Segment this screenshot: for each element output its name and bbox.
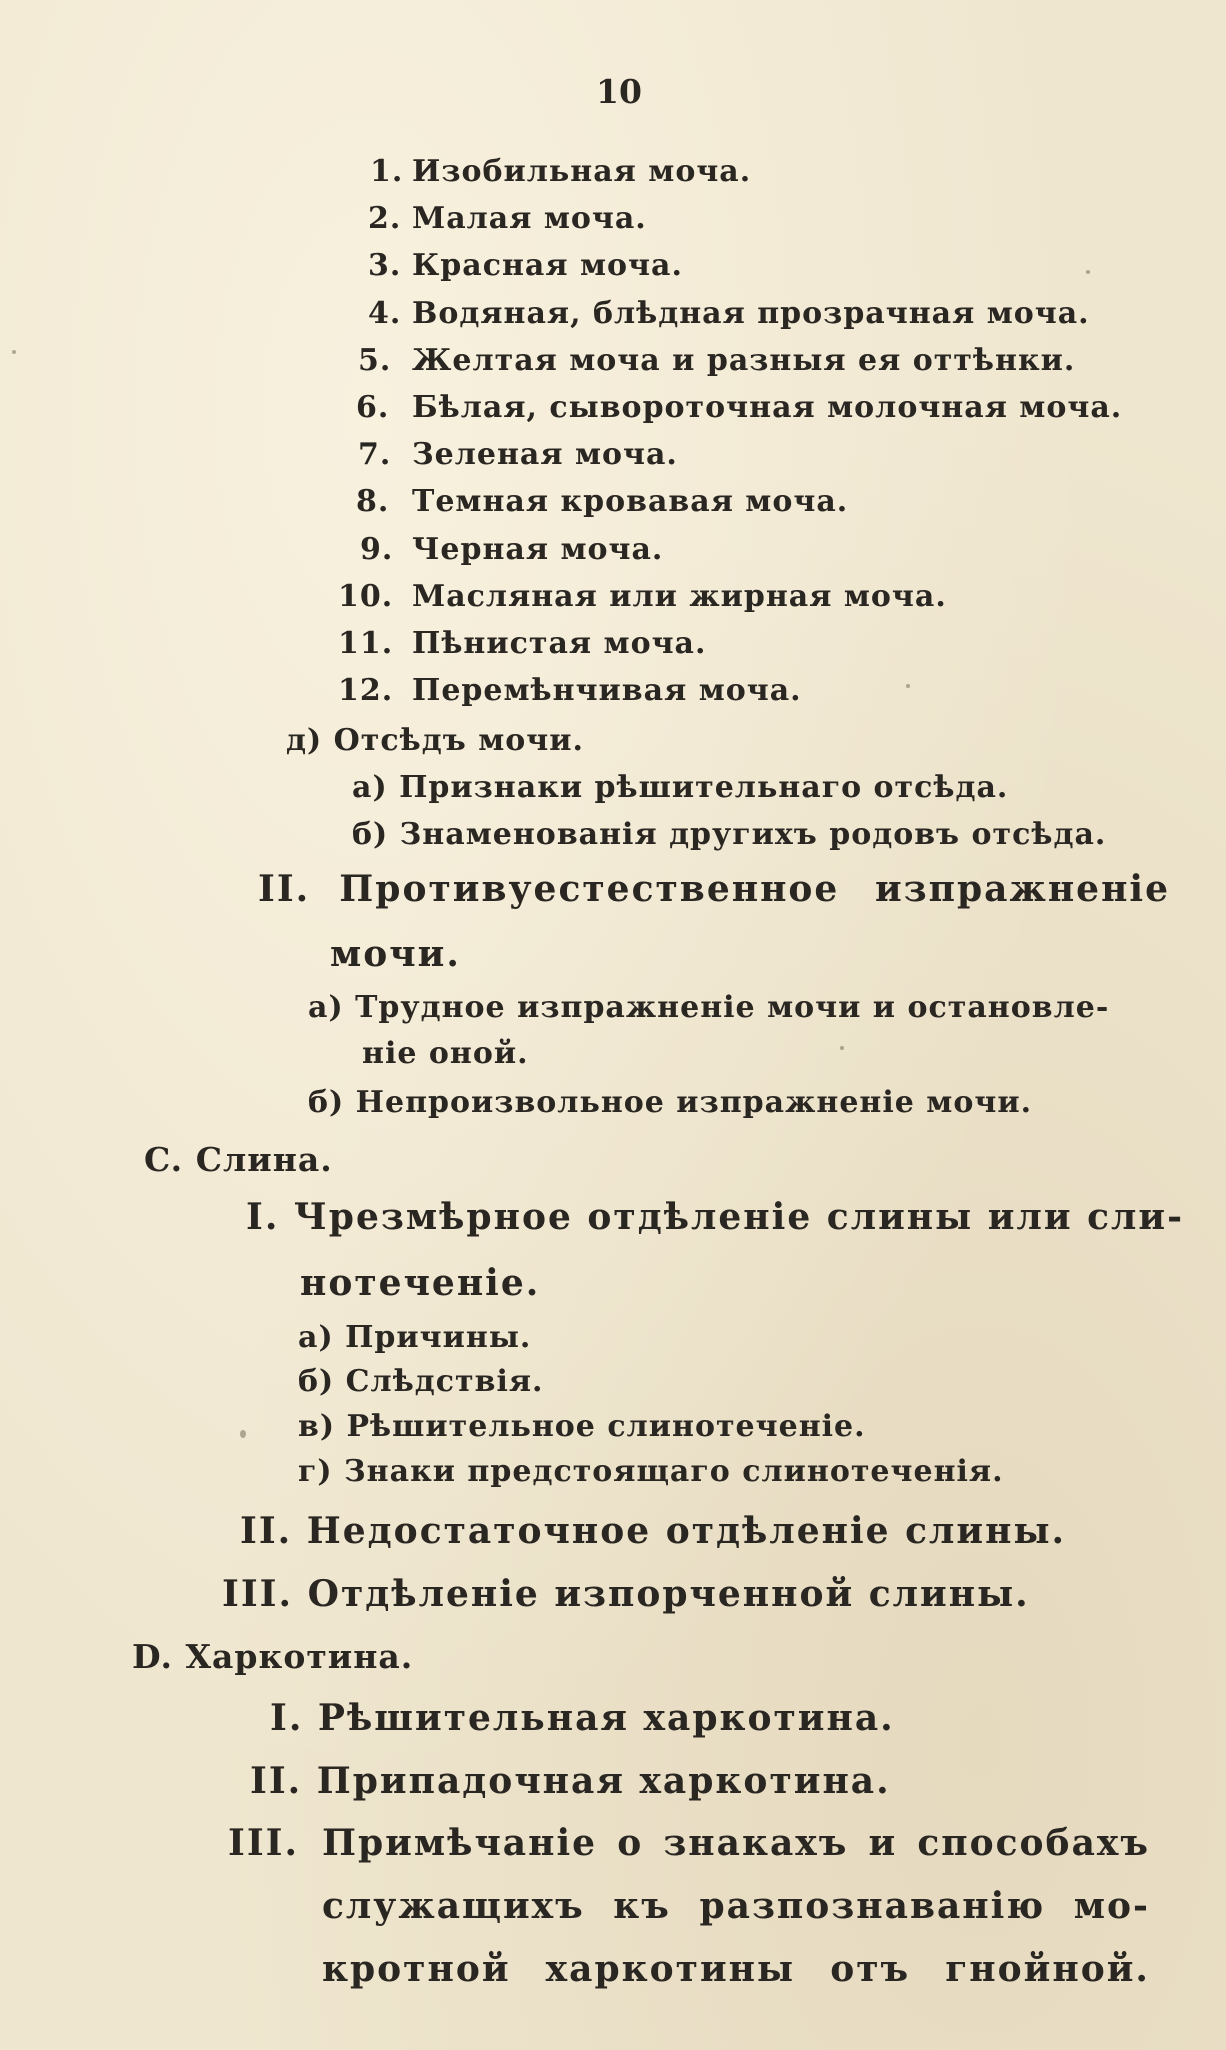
item-number: 11. <box>338 626 394 661</box>
item-text: Красная моча. <box>412 248 683 283</box>
heading-text: Рѣшительная харкотина. <box>317 1697 895 1739</box>
list-item <box>352 770 1008 805</box>
paper-speck <box>906 684 910 688</box>
paper-speck <box>1086 270 1090 274</box>
sputum-sub-3-line1 <box>228 1822 1150 1864</box>
word: способахъ <box>917 1822 1150 1864</box>
list-item <box>308 1085 1032 1120</box>
saliva-sub-3 <box>222 1573 1030 1615</box>
saliva-sub-1-line2: нотеченіе. <box>300 1262 541 1304</box>
list-item <box>308 990 1109 1025</box>
sputum-sub-3-line3 <box>322 1948 1150 1990</box>
word: харкотины <box>545 1948 796 1990</box>
saliva-section-heading <box>144 1140 333 1179</box>
list-item <box>298 1364 544 1399</box>
word: кротной <box>322 1948 511 1990</box>
saliva-sub-2 <box>240 1510 1066 1552</box>
heading-text: Недостаточное отдѣленіе слины. <box>306 1510 1067 1552</box>
item-text: Желтая моча и разныя ея оттѣнки. <box>412 343 1076 378</box>
heading-text: Чрезмѣрное отдѣленіе слины или сли- <box>293 1196 1185 1238</box>
item-text: Перемѣнчивая моча. <box>412 673 802 708</box>
section-number: III. <box>228 1822 300 1864</box>
item-text: Малая моча. <box>412 201 647 236</box>
section-number: III. <box>222 1573 294 1615</box>
paper-speck <box>12 350 16 354</box>
word: Примѣчаніе <box>322 1822 598 1864</box>
section-number: II. <box>258 868 311 910</box>
heading-word: Противуестественное <box>339 868 840 910</box>
section-title: Слина. <box>195 1140 333 1179</box>
word: гнойной. <box>945 1948 1150 1990</box>
word: мо- <box>1073 1885 1150 1927</box>
item-text: Пѣнистая моча. <box>412 626 707 661</box>
item-number: 6. <box>356 390 390 425</box>
item-text: Знаменованія другихъ родовъ отсѣда. <box>399 817 1107 852</box>
sputum-section-heading <box>132 1637 413 1676</box>
word: о <box>617 1822 644 1864</box>
list-item <box>298 1409 866 1444</box>
item-label: г) <box>298 1454 333 1489</box>
list-item <box>352 817 1106 852</box>
item-text: Слѣдствія. <box>345 1364 544 1399</box>
item-text: Темная кровавая моча. <box>412 484 849 519</box>
item-label: а) <box>352 770 388 805</box>
item-number: 7. <box>358 437 392 472</box>
section-number: II. <box>250 1760 303 1802</box>
item-label: а) <box>298 1320 334 1355</box>
list-item-continuation: ніе оной. <box>362 1036 529 1071</box>
justified-line <box>322 1822 1150 1864</box>
item-text: Изобильная моча. <box>412 154 752 189</box>
heading-text: Отдѣленіе изпорченной слины. <box>307 1573 1030 1615</box>
sputum-sub-1 <box>270 1697 895 1739</box>
unnatural-heading-line2: мочи. <box>330 933 461 975</box>
item-text: Бѣлая, сывороточная молочная моча. <box>412 390 1123 425</box>
item-number: 12. <box>338 673 394 708</box>
sputum-sub-3-line2 <box>322 1885 1150 1927</box>
section-number: I. <box>270 1697 304 1739</box>
paper-speck <box>840 1046 844 1050</box>
item-number: 3. <box>368 248 402 283</box>
item-label: б) <box>352 817 389 852</box>
item-number: 2. <box>368 201 402 236</box>
item-label: б) <box>308 1085 345 1120</box>
section-number: I. <box>246 1196 280 1238</box>
item-number: 1. <box>370 154 404 189</box>
item-text: Рѣшительное слинотеченіе. <box>346 1409 866 1444</box>
item-label: в) <box>298 1409 336 1444</box>
sputum-sub-2 <box>250 1760 891 1802</box>
word: служащихъ <box>322 1885 585 1927</box>
item-label: б) <box>298 1364 335 1399</box>
list-item <box>298 1320 531 1355</box>
word: къ <box>613 1885 671 1927</box>
item-number: 8. <box>356 484 390 519</box>
word: отъ <box>830 1948 911 1990</box>
section-title: Харкотина. <box>185 1637 414 1676</box>
item-text: Масляная или жирная моча. <box>412 579 947 614</box>
item-text: Причины. <box>345 1320 532 1355</box>
item-text: Водяная, блѣдная прозрачная моча. <box>412 296 1090 331</box>
section-number: II. <box>240 1510 293 1552</box>
saliva-sub-1-line1 <box>246 1196 1184 1238</box>
item-text: Зеленая моча. <box>412 437 678 472</box>
item-label: а) <box>308 990 344 1025</box>
unnatural-heading-line1 <box>258 868 1170 910</box>
item-number: 10. <box>338 579 394 614</box>
heading-word: изпражненіе <box>874 868 1170 910</box>
item-text: Трудное изпражненіе мочи и остановле- <box>355 990 1110 1025</box>
heading-text: Припадочная харкотина. <box>316 1760 891 1802</box>
word: разпознаванію <box>699 1885 1046 1927</box>
section-letter: D. <box>132 1637 173 1676</box>
page-number: 10 <box>596 72 642 111</box>
item-text: Знаки предстоящаго слинотеченія. <box>344 1454 1004 1489</box>
sediment-label: д) <box>286 723 323 758</box>
list-item <box>298 1454 1004 1489</box>
word: знакахъ <box>663 1822 849 1864</box>
item-number: 5. <box>358 343 392 378</box>
item-number: 4. <box>368 296 402 331</box>
section-letter: C. <box>144 1140 184 1179</box>
item-number: 9. <box>360 532 394 567</box>
item-text: Признаки рѣшительнаго отсѣда. <box>399 770 1009 805</box>
sediment-text: Отсѣдъ мочи. <box>333 723 584 758</box>
item-text: Черная моча. <box>412 532 664 567</box>
item-text: Непроизвольное изпражненіе мочи. <box>355 1085 1033 1120</box>
sediment-heading <box>286 723 584 758</box>
word: и <box>868 1822 898 1864</box>
paper-speck <box>240 1430 246 1438</box>
